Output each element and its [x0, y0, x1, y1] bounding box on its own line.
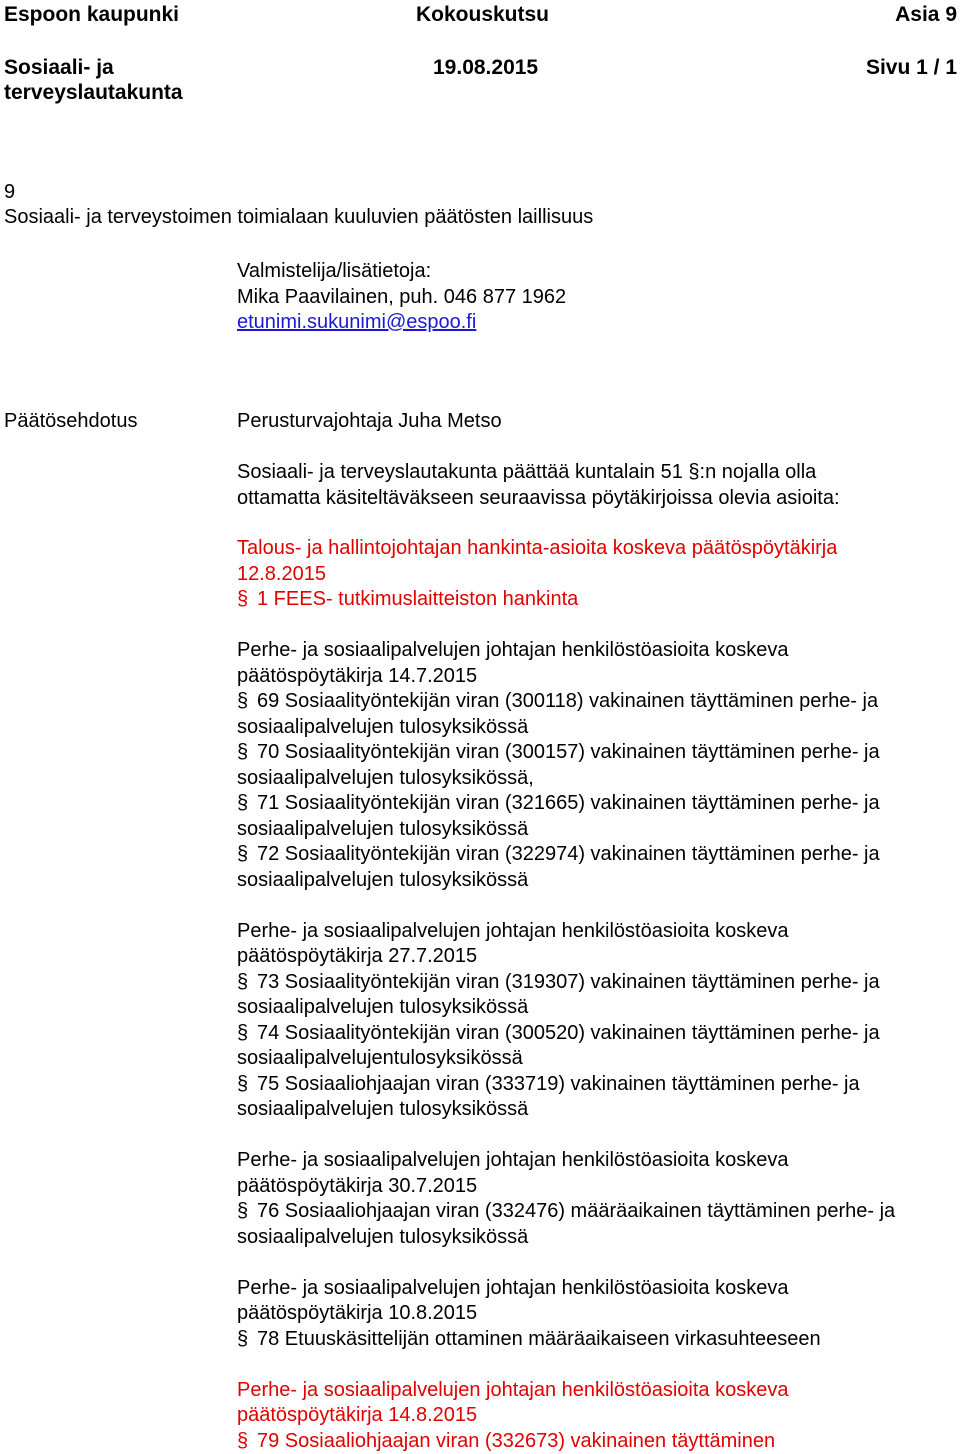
decision-title-continued: sosiaalipalvelujen tulosyksikössä,	[237, 766, 534, 789]
section-sign: §	[237, 690, 249, 712]
group-spacer	[237, 1250, 960, 1276]
decision-title: 76 Sosiaaliohjaajan viran (332476) määräaikainen täyttäminen perhe- ja	[257, 1200, 896, 1222]
minutes-group	[237, 1148, 960, 1250]
proposal-intro-line1	[237, 460, 960, 486]
intro-line1-end: :n nojalla olla	[699, 461, 817, 483]
decision-title-continued: sosiaalipalvelujen tulosyksikössä	[237, 817, 529, 840]
minutes-date: päätöspöytäkirja 30.7.2015	[237, 1174, 478, 1197]
item-title: Sosiaali- ja terveystoimen toimialaan kuuluvien päätösten laillisuus	[4, 206, 594, 228]
decision-entry	[237, 740, 960, 766]
decision-entry	[237, 1327, 960, 1353]
section-sign: §	[237, 1072, 249, 1095]
preparer-contact: Mika Paavilainen, puh. 046 877 1962	[237, 285, 567, 308]
decision-entry	[237, 1429, 960, 1454]
minutes-heading: Talous- ja hallintojohtajan hankinta-asioita koskeva päätöspöytäkirja	[237, 537, 838, 559]
minutes-date: päätöspöytäkirja 14.7.2015	[237, 664, 478, 687]
section-sign: §	[688, 461, 700, 483]
minutes-heading: Perhe- ja sosiaalipalvelujen johtajan henkilöstöasioita koskeva	[237, 919, 789, 942]
section-sign: §	[237, 1021, 249, 1044]
decision-title: 1 FEES- tutkimuslaitteiston hankinta	[257, 588, 579, 610]
minutes-date: 12.8.2015	[237, 562, 326, 585]
minutes-heading: Perhe- ja sosiaalipalvelujen johtajan henkilöstöasioita koskeva	[237, 639, 789, 661]
decision-title: 78 Etuuskäsittelijän ottaminen määräaikaiseen virkasuhteeseen	[257, 1327, 821, 1350]
board-name	[4, 55, 183, 105]
section-sign: §	[237, 1429, 249, 1452]
page-number: Sivu 1 / 1	[865, 56, 957, 79]
minutes-group	[237, 536, 960, 613]
item-number: 9	[4, 181, 16, 203]
decision-entry	[237, 1072, 960, 1098]
decision-entry	[237, 970, 960, 996]
section-sign: §	[237, 970, 249, 993]
intro-line1-text: Sosiaali- ja terveyslautakunta päättää kuntalain 51	[237, 461, 683, 483]
minutes-date: päätöspöytäkirja 27.7.2015	[237, 945, 478, 967]
minutes-group	[237, 638, 960, 893]
decision-title: 74 Sosiaalityöntekijän viran (300520) vakinainen täyttäminen perhe- ja	[257, 1021, 880, 1044]
organization-name: Espoon kaupunki	[4, 3, 180, 26]
group-spacer	[237, 1123, 960, 1149]
decision-title: 72 Sosiaalityöntekijän viran (322974) vakinainen täyttäminen perhe- ja	[257, 843, 880, 865]
preparer-email-link[interactable]: etunimi.sukunimi@espoo.fi	[237, 311, 477, 333]
minutes-group	[237, 1276, 960, 1353]
decision-title: 75 Sosiaaliohjaajan viran (333719) vakinainen täyttäminen perhe- ja	[257, 1072, 860, 1095]
decision-title-continued: sosiaalipalvelujen tulosyksikössä	[237, 868, 529, 891]
section-sign: §	[237, 792, 249, 814]
proposal-proposer: Perusturvajohtaja Juha Metso	[237, 410, 502, 432]
decision-title: 71 Sosiaalityöntekijän viran (321665) vakinainen täyttäminen perhe- ja	[257, 792, 880, 814]
decision-title-continued: sosiaalipalvelujen tulosyksikössä	[237, 1225, 529, 1248]
section-sign: §	[237, 1200, 249, 1222]
document-type: Kokouskutsu	[416, 3, 550, 26]
proposal-intro	[237, 460, 960, 511]
preparer-block	[237, 259, 960, 336]
decision-title-continued: sosiaalipalvelujen tulosyksikössä	[237, 715, 529, 738]
minutes-heading: Perhe- ja sosiaalipalvelujen johtajan henkilöstöasioita koskeva	[237, 1276, 789, 1299]
proposal-label: Päätösehdotus	[4, 410, 138, 432]
decision-entry	[237, 1021, 960, 1047]
decision-title: 73 Sosiaalityöntekijän viran (319307) vakinainen täyttäminen perhe- ja	[257, 970, 880, 993]
decision-title-continued: sosiaalipalvelujentulosyksikössä	[237, 1047, 523, 1069]
minutes-list	[237, 536, 960, 1454]
group-spacer	[237, 1352, 960, 1378]
proposal-intro-line2: ottamatta käsiteltäväkseen seuraavissa pöytäkirjoissa olevia asioita:	[237, 486, 840, 509]
decision-title-continued: sosiaalipalvelujen tulosyksikössä	[237, 996, 529, 1018]
section-sign: §	[237, 588, 249, 610]
board-name-line1: Sosiaali- ja	[4, 56, 114, 79]
group-spacer	[237, 613, 960, 639]
item-reference: Asia 9	[895, 3, 957, 26]
decision-title-continued: sosiaalipalvelujen tulosyksikössä	[237, 1098, 529, 1120]
decision-entry	[237, 1199, 960, 1225]
decision-title: 79 Sosiaaliohjaajan viran (332673) vakinainen täyttäminen	[257, 1429, 776, 1452]
decision-title: 69 Sosiaalityöntekijän viran (300118) vakinainen täyttäminen perhe- ja	[257, 690, 879, 712]
decision-entry	[237, 587, 960, 613]
section-sign: §	[237, 1327, 249, 1350]
minutes-group	[237, 1378, 960, 1454]
decision-entry	[237, 842, 960, 868]
minutes-date: päätöspöytäkirja 14.8.2015	[237, 1404, 478, 1426]
decision-title: 70 Sosiaalityöntekijän viran (300157) vakinainen täyttäminen perhe- ja	[257, 741, 880, 763]
minutes-heading: Perhe- ja sosiaalipalvelujen johtajan henkilöstöasioita koskeva	[237, 1378, 789, 1401]
meeting-date: 19.08.2015	[433, 56, 539, 79]
group-spacer	[237, 893, 960, 919]
section-sign: §	[237, 741, 249, 763]
minutes-date: päätöspöytäkirja 10.8.2015	[237, 1302, 478, 1324]
section-sign: §	[237, 843, 249, 865]
preparer-label: Valmistelija/lisätietoja:	[237, 260, 432, 282]
decision-entry	[237, 689, 960, 715]
board-name-line2: terveyslautakunta	[4, 81, 183, 104]
minutes-group	[237, 919, 960, 1123]
decision-entry	[237, 791, 960, 817]
minutes-heading: Perhe- ja sosiaalipalvelujen johtajan henkilöstöasioita koskeva	[237, 1149, 789, 1171]
